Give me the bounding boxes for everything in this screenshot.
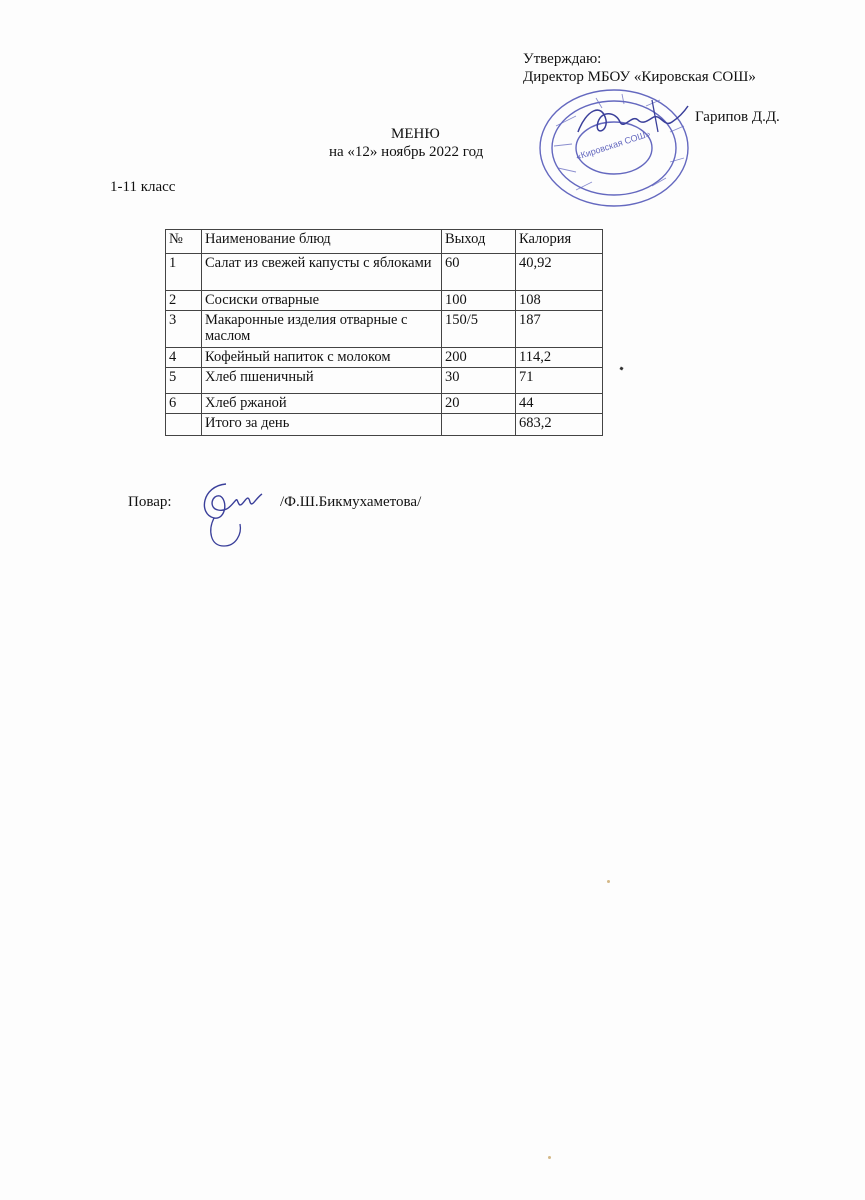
cell-yield: 100 — [442, 291, 516, 311]
cell-yield: 60 — [442, 254, 516, 291]
svg-text:«Кировская СОШ»: «Кировская СОШ» — [574, 128, 652, 162]
cell-yield — [442, 414, 516, 436]
scan-speck — [548, 1156, 551, 1159]
menu-table — [165, 229, 603, 436]
cell-dish: Макаронные изделия отварные с маслом — [202, 311, 442, 348]
cell-calories: 108 — [516, 291, 603, 311]
cell-dish: Хлеб ржаной — [202, 394, 442, 414]
cell-dish: Салат из свежей капусты с яблоками — [202, 254, 442, 291]
menu-date: на «12» ноябрь 2022 год — [329, 144, 484, 160]
col-header-calories: Калория — [516, 230, 603, 254]
cell-yield: 20 — [442, 394, 516, 414]
cell-dish: Сосиски отварные — [202, 291, 442, 311]
cell-total-calories: 683,2 — [516, 414, 603, 436]
table-total-row — [166, 414, 603, 436]
table-row — [166, 368, 603, 394]
approval-line-director: Директор МБОУ «Кировская СОШ» — [523, 69, 756, 85]
table-row — [166, 348, 603, 368]
cell-number: 3 — [166, 311, 202, 348]
cell-yield: 30 — [442, 368, 516, 394]
table-row — [166, 394, 603, 414]
cell-dish: Хлеб пшеничный — [202, 368, 442, 394]
cell-calories: 71 — [516, 368, 603, 394]
table-row — [166, 254, 603, 291]
cell-number: 2 — [166, 291, 202, 311]
col-header-number: № — [166, 230, 202, 254]
table-row — [166, 311, 603, 348]
cell-calories: 44 — [516, 394, 603, 414]
approval-line-approve: Утверждаю: — [523, 51, 602, 67]
scan-speck — [607, 880, 610, 883]
table-row — [166, 291, 603, 311]
cell-yield: 150/5 — [442, 311, 516, 348]
cook-signature — [192, 474, 270, 552]
cell-yield: 200 — [442, 348, 516, 368]
cell-calories: 114,2 — [516, 348, 603, 368]
cell-calories: 40,92 — [516, 254, 603, 291]
page-title: МЕНЮ — [391, 126, 440, 142]
cell-total-label: Итого за день — [202, 414, 442, 436]
cell-number: 6 — [166, 394, 202, 414]
cell-number: 1 — [166, 254, 202, 291]
approval-block — [523, 50, 756, 86]
scan-mark — [619, 366, 623, 370]
director-signature — [572, 92, 692, 154]
cell-dish: Кофейный напиток с молоком — [202, 348, 442, 368]
cell-calories: 187 — [516, 311, 603, 348]
cook-label: Повар: — [128, 494, 172, 510]
grade-label: 1-11 класс — [110, 179, 176, 195]
approval-line-name: Гарипов Д.Д. — [695, 109, 780, 125]
col-header-yield: Выход — [442, 230, 516, 254]
cell-number: 5 — [166, 368, 202, 394]
cell-number — [166, 414, 202, 436]
table-header-row — [166, 230, 603, 254]
cook-name: /Ф.Ш.Бикмухаметова/ — [280, 494, 422, 510]
col-header-dish: Наименование блюд — [202, 230, 442, 254]
cell-number: 4 — [166, 348, 202, 368]
